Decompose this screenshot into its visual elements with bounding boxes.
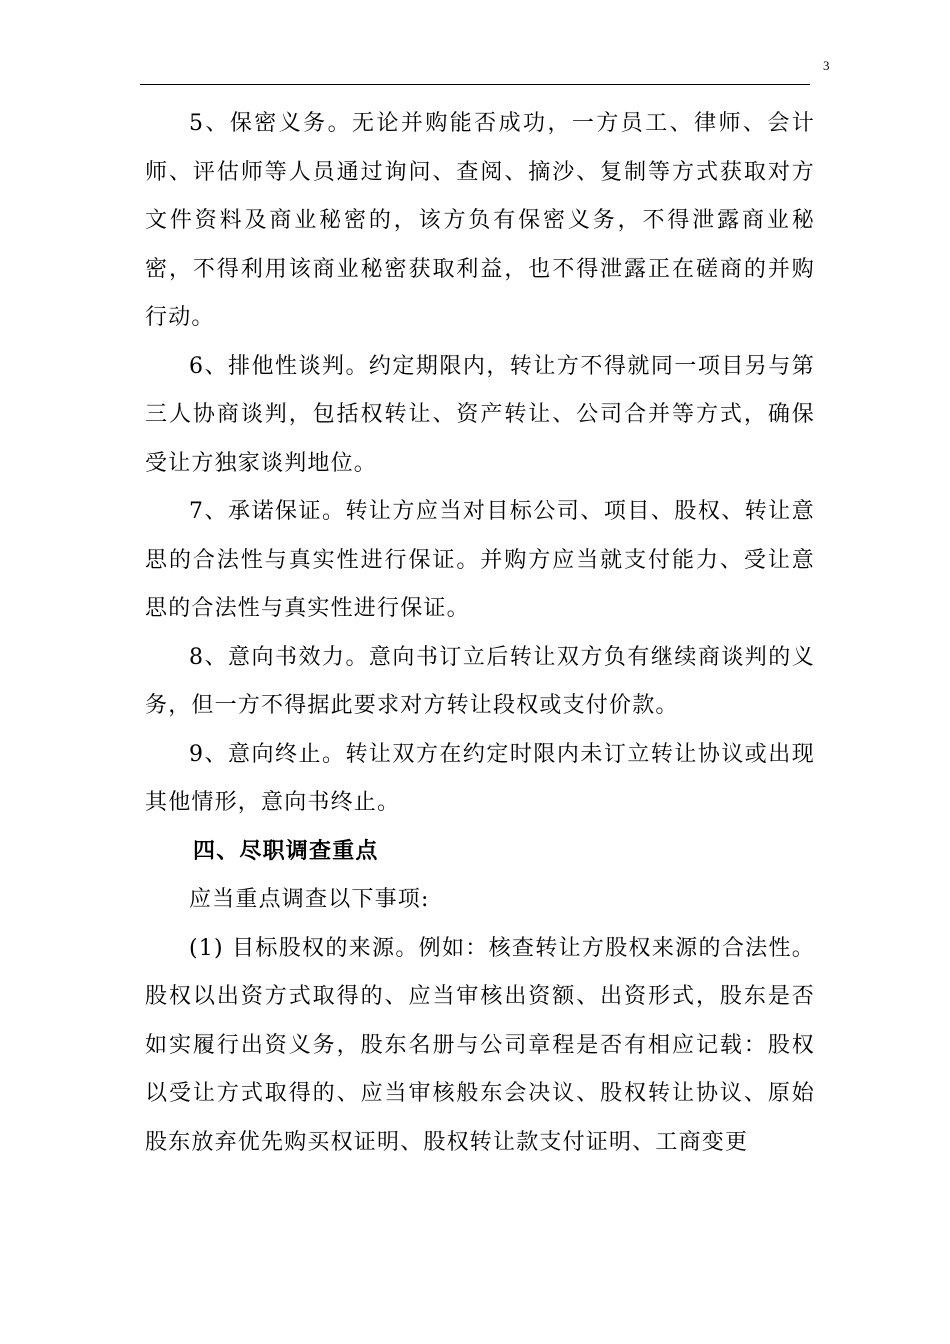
paragraph-termination: 9、意向终止。转让双方在约定时限内未订立转让协议或出现其他情形，意向书终止。 xyxy=(145,741,815,815)
section-intro: 应当重点调查以下事项: xyxy=(189,887,430,912)
list-item-equity-source: (1) 目标股权的来源。例如：核查转让方股权来源的合法性。股权以出资方式取得的、应当审核出资额、出资形式，股东是否如实履行出资义务，股东名册与公司章程是否有相应记载：股权以受让方式取得的、应当审核般东会决议、股权转让协议、原始股东放弃优先购买权证明、股权转让款支付证明、工商变更 xyxy=(145,935,815,1155)
page-number: 3 xyxy=(823,58,830,73)
paragraph-confidentiality: 5、保密义务。无论并购能否成功，一方员工、律师、会计师、评估师等人员通过询问、查阅、摘沙、复制等方式获取对方文件资料及商业秘密的，该方负有保密义务，不得泄露商业秘密，不得利用该商业秘密获取利益，也不得泄露正在磋商的并购行动。 xyxy=(145,111,815,330)
paragraph-warranty: 7、承诺保证。转让方应当对目标公司、项目、股权、转让意思的合法性与真实性进行保证。并购方应当就支付能力、受让意思的合法性与真实性进行保证。 xyxy=(145,499,815,621)
header-rule xyxy=(140,84,810,85)
document-body xyxy=(145,100,815,1167)
paragraph-exclusive-negotiation: 6、排他性谈判。约定期限内，转让方不得就同一项目另与第三人协商谈判，包括权转让、资产转让、公司合并等方式，确保受让方独家谈判地位。 xyxy=(145,353,815,476)
paragraph-loi-effect: 8、意向书效力。意向书订立后转让双方负有继续商谈判的义务，但一方不得据此要求对方转让段权或支付价款。 xyxy=(145,644,815,718)
section-heading: 四、尽职调查重点 xyxy=(193,838,379,864)
